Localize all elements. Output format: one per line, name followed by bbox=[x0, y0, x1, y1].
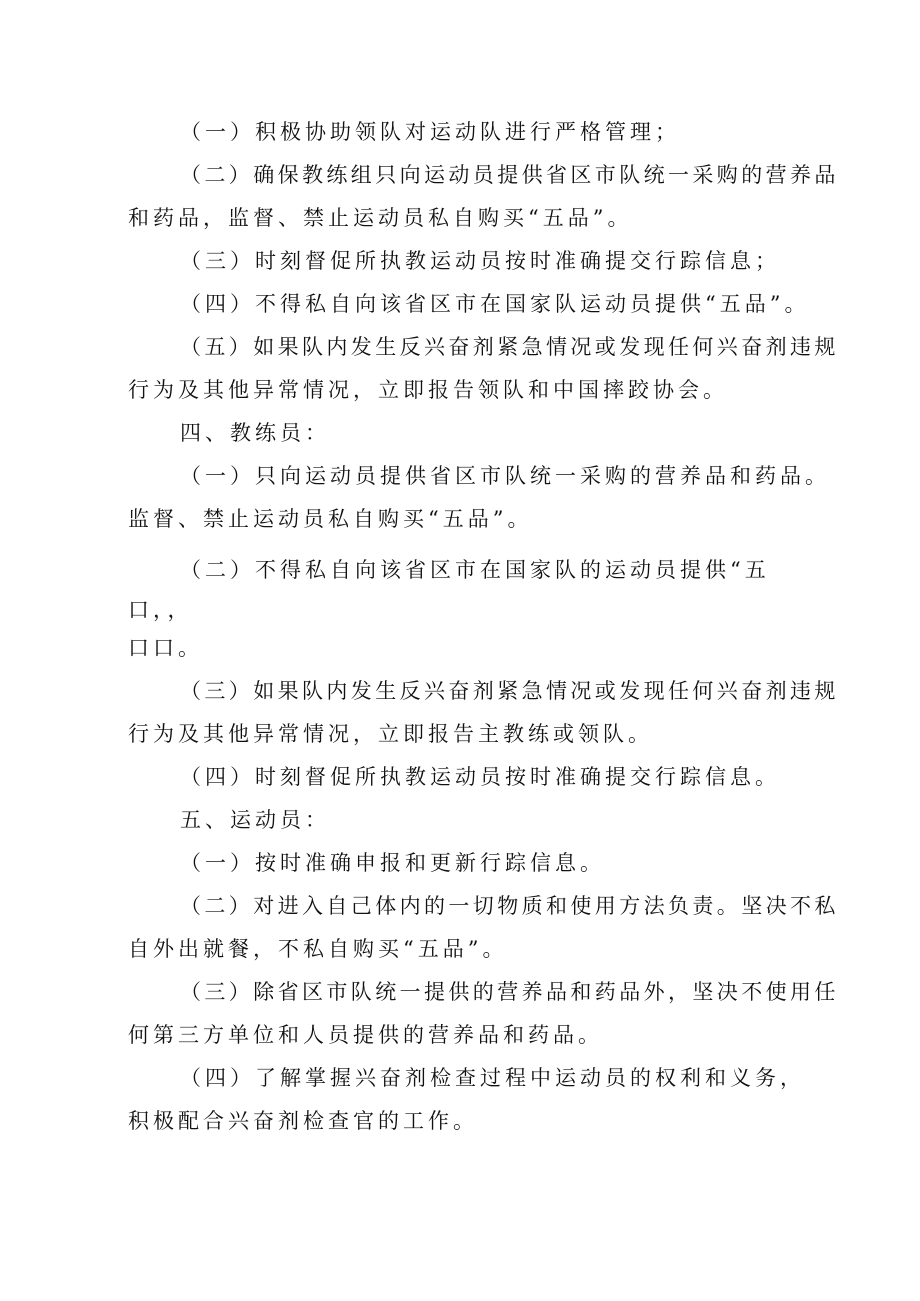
text-line: 行为及其他异常情况，立即报告领队和中国摔跤协会。 bbox=[128, 378, 728, 402]
text-line: 口，， bbox=[128, 598, 193, 622]
section-heading: 四、教练员： bbox=[180, 421, 330, 445]
text-line: （一）积极协助领队对运动队进行严格管理； bbox=[180, 120, 680, 144]
text-line: （二）不得私自向该省区市在国家队的运动员提供“五 bbox=[180, 558, 770, 582]
text-line: 口口。 bbox=[128, 636, 203, 660]
text-line: 何第三方单位和人员提供的营养品和药品。 bbox=[128, 1023, 603, 1047]
text-line: （四）了解掌握兴奋剂检查过程中运动员的权利和义务， bbox=[180, 1066, 805, 1090]
text-line: （四）时刻督促所执教运动员按时准确提交行踪信息。 bbox=[180, 765, 780, 789]
text-line: （三）如果队内发生反兴奋剂紧急情况或发现任何兴奋剂违规 bbox=[180, 679, 839, 703]
text-line: 行为及其他异常情况，立即报告主教练或领队。 bbox=[128, 722, 653, 746]
text-line: （二）对进入自己体内的一切物质和使用方法负责。坚决不私 bbox=[180, 894, 839, 918]
text-line: （三）除省区市队统一提供的营养品和药品外，坚决不使用任 bbox=[180, 980, 839, 1004]
text-line: 积极配合兴奋剂检查官的工作。 bbox=[128, 1109, 478, 1133]
text-line: 监督、禁止运动员私自购买“五品”。 bbox=[128, 507, 533, 531]
text-line: （一）只向运动员提供省区市队统一采购的营养品和药品。 bbox=[180, 464, 830, 488]
text-line: （五）如果队内发生反兴奋剂紧急情况或发现任何兴奋剂违规 bbox=[180, 335, 839, 359]
text-line: 自外出就餐，不私自购买“五品”。 bbox=[128, 937, 508, 961]
section-heading: 五、运动员： bbox=[180, 808, 330, 832]
text-line: （四）不得私自向该省区市在国家队运动员提供“五品”。 bbox=[180, 292, 810, 316]
text-line: （三）时刻督促所执教运动员按时准确提交行踪信息； bbox=[180, 249, 780, 273]
text-line: 和药品，监督、禁止运动员私自购买“五品”。 bbox=[128, 206, 633, 230]
text-line: （二）确保教练组只向运动员提供省区市队统一采购的营养品 bbox=[180, 163, 839, 187]
text-line: （一）按时准确申报和更新行踪信息。 bbox=[180, 851, 605, 875]
